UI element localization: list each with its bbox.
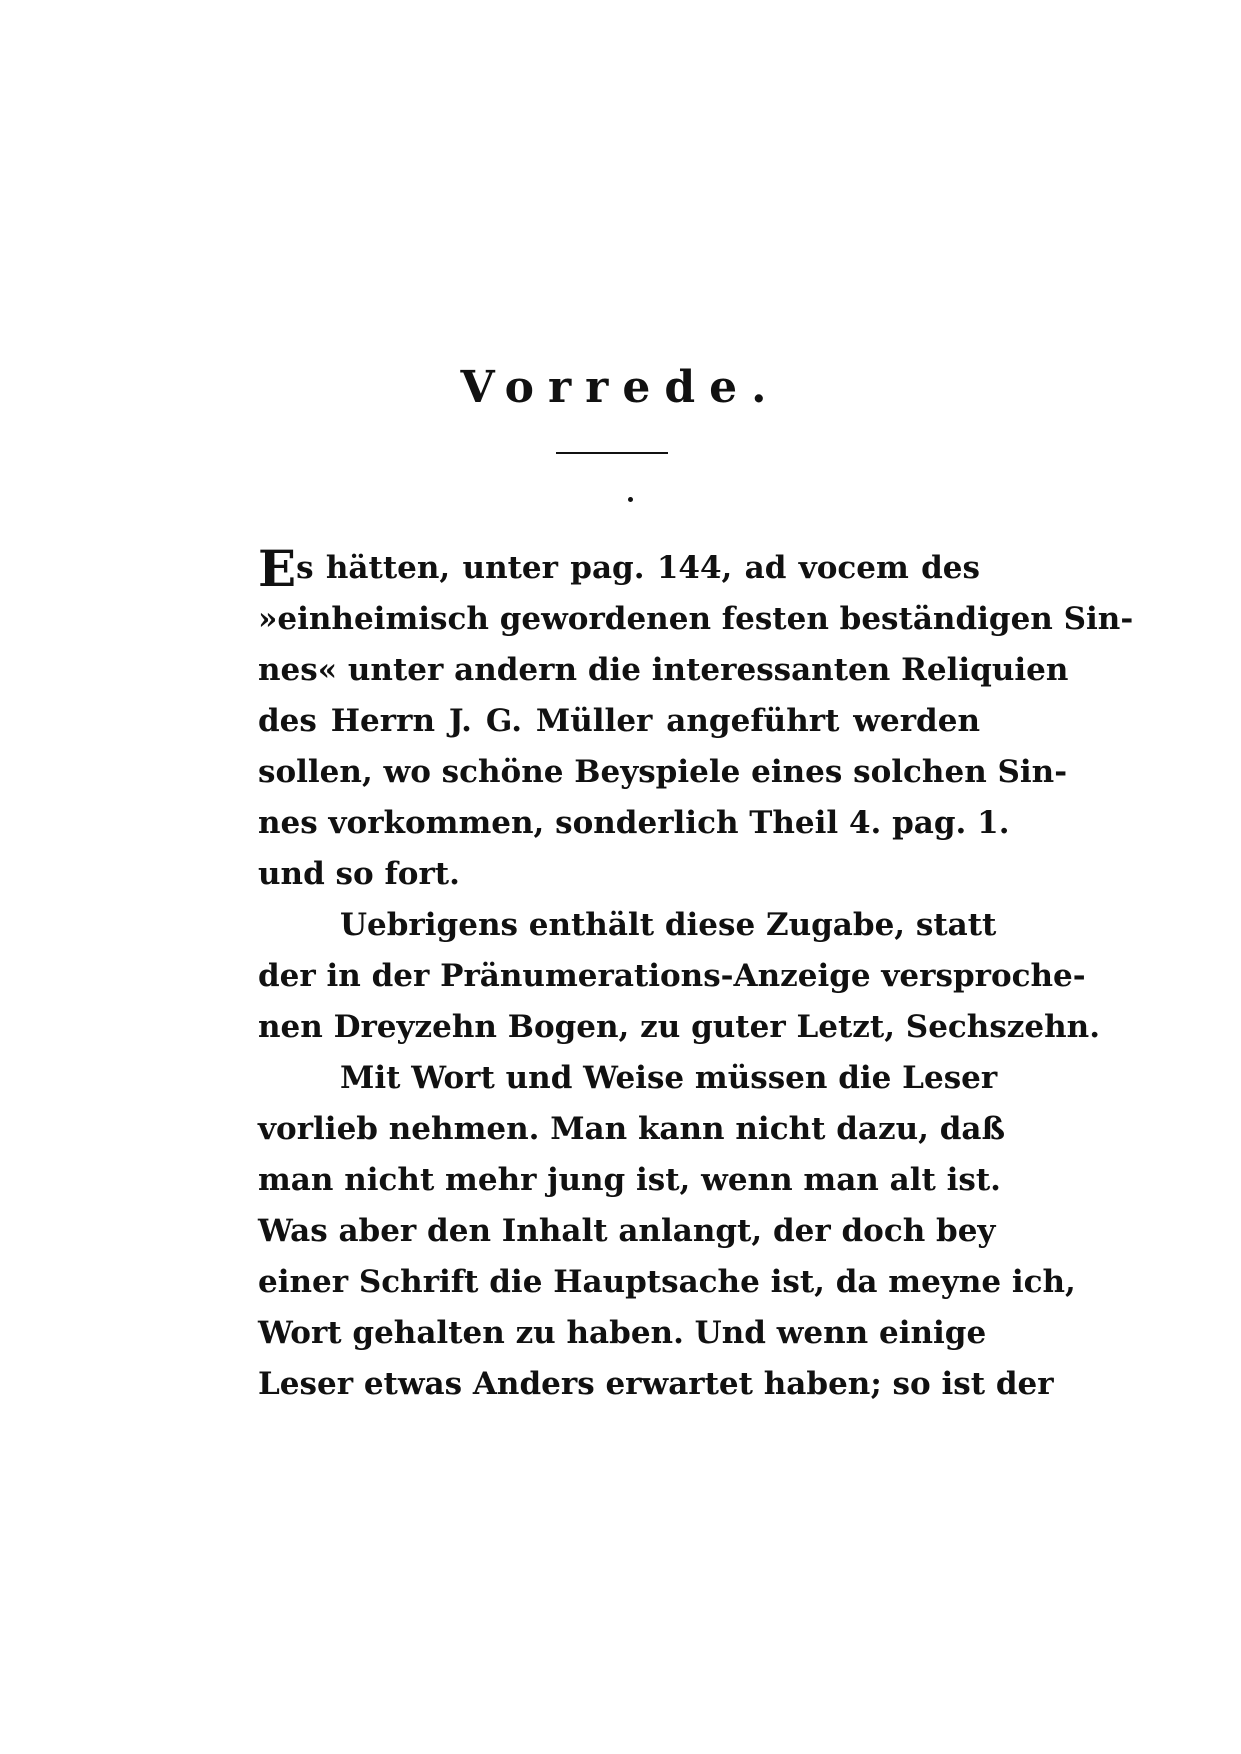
text-line: nen Dreyzehn Bogen, zu guter Letzt, Sechszehn. xyxy=(258,1009,1100,1045)
body-text xyxy=(258,539,1134,1410)
drop-initial: E xyxy=(258,539,297,598)
text-line: und so fort. xyxy=(258,856,460,892)
text-line: »einheimisch gewordenen festen beständigen Sin- xyxy=(258,601,1134,637)
text-line: Uebrigens enthält diese Zugabe, statt xyxy=(340,907,997,943)
text-line: des Herrn J. G. Müller angeführt werden xyxy=(258,703,980,739)
text-line: Mit Wort und Weise müssen die Leser xyxy=(340,1060,998,1096)
page-heading: Vorrede. xyxy=(460,362,781,413)
text-line: nes vorkommen, sonderlich Theil 4. pag. 1. xyxy=(258,805,1010,841)
text-line: man nicht mehr jung ist, wenn man alt ist. xyxy=(258,1162,1001,1198)
text-line: Es hätten, unter pag. 144, ad vocem des xyxy=(258,539,980,598)
text-line: Was aber den Inhalt anlangt, der doch bey xyxy=(258,1213,996,1249)
heading-rule xyxy=(556,452,668,454)
text-line: Wort gehalten zu haben. Und wenn einige xyxy=(258,1315,987,1351)
text-line: einer Schrift die Hauptsache ist, da meyne ich, xyxy=(258,1264,1076,1300)
text-line: nes« unter andern die interessanten Reliquien xyxy=(258,652,1069,688)
ornament-dot xyxy=(628,497,633,502)
text-line: der in der Pränumerations-Anzeige versproche- xyxy=(258,958,1086,994)
text-line: vorlieb nehmen. Man kann nicht dazu, daß xyxy=(258,1111,1006,1147)
text-line: Leser etwas Anders erwartet haben; so ist der xyxy=(258,1366,1054,1402)
text-line: sollen, wo schöne Beyspiele eines solchen Sin- xyxy=(258,754,1068,790)
